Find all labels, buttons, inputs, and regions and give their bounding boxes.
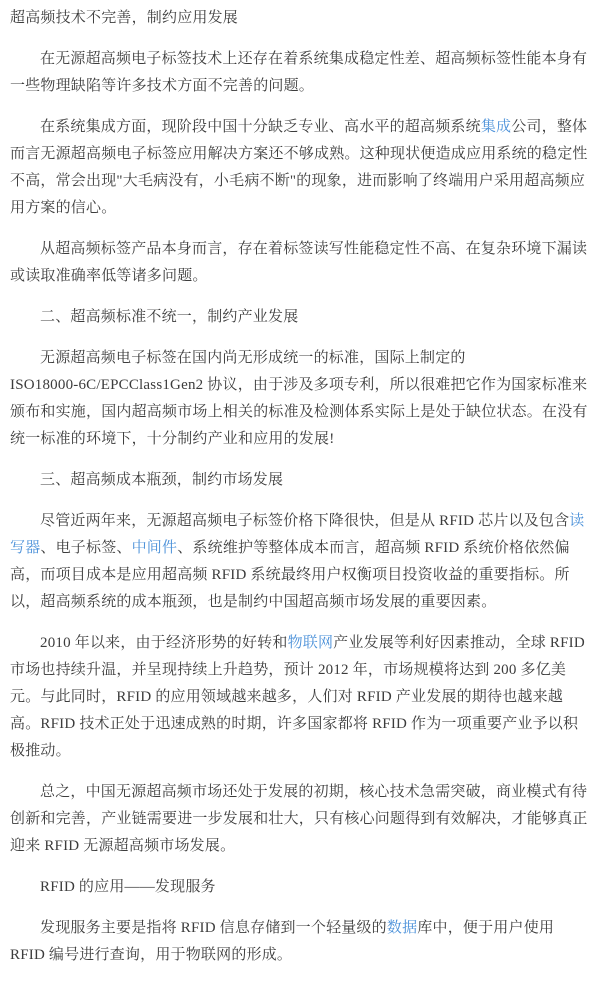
text-run: 公司，整体而言无源超高频电子标签应用解决方案还不够成熟。这种现状便造成应用系统的稳定性不高，常会出现"大毛病没有，小毛病不断"的现象，进而影响了终端用户采用超高频应用方案的信心。 [10, 119, 588, 216]
text-run: 库中，便于用户使用 RFID 编号进行查询，用于物联网的形成。 [10, 920, 555, 963]
inline-link[interactable]: 集成 [480, 119, 512, 135]
paragraph [10, 915, 590, 969]
paragraph [10, 345, 590, 453]
text-run: 协议，由于涉及多项专利，所以很难把它作为国家标准来颁布和实施，国内超高频市场上相关的标准及检测体系实际上是处于缺位状态。在没有统一标准的环境下，十分制约产业和应用的发展! [10, 377, 588, 447]
text-run: 2010 年以来，由于经济形势的好转和 [40, 635, 288, 651]
paragraph [10, 236, 590, 290]
section-heading [10, 467, 590, 494]
text-run: ISO18000-6C/EPCClass1Gen2 [10, 377, 204, 393]
article-body [10, 5, 590, 969]
section-heading [10, 304, 590, 331]
text-run: 产业发展等利好因素推动，全球 RFID 市场也持续升温，并呈现持续上升趋势，预计 2012 年，市场规模将达到 200 多亿美元。与此同时，RFID 的应用领域越来越多，人们对 RFID 产业发展的期待也越来越高。RFID 技术正处于迅速成熟的时期，许多国家都将 RFID 作为一项重要产业予以积极推动。 [10, 635, 585, 759]
paragraph [10, 46, 590, 100]
text-run: RFID 的应用——发现服务 [40, 879, 216, 895]
inline-link[interactable]: 数据 [386, 920, 418, 936]
text-run: 、系统维护等整体成本而言，超高频 RFID 系统价格依然偏高，而项目成本是应用超高频 RFID 系统最终用户权衡项目投资收益的重要指标。所以，超高频系统的成本瓶颈，也是制约中国超高频市场发展的重要因素。 [10, 540, 570, 610]
inline-link[interactable]: 中间件 [131, 540, 178, 556]
text-run: 总之，中国无源超高频市场还处于发展的初期，核心技术急需突破，商业模式有待创新和完善，产业链需要进一步发展和壮大，只有核心问题得到有效解决，才能够真正迎来 RFID 无源超高频市场发展。 [10, 784, 588, 854]
section-heading [10, 874, 590, 901]
text-run: 从超高频标签产品本身而言，存在着标签读写性能稳定性不高、在复杂环境下漏读或读取准确率低等诸多问题。 [10, 241, 588, 284]
text-run: 在无源超高频电子标签技术上还存在着系统集成稳定性差、超高频标签性能本身有一些物理缺陷等许多技术方面不完善的问题。 [10, 51, 588, 94]
paragraph [10, 779, 590, 860]
text-run: 超高频技术不完善，制约应用发展 [10, 10, 239, 26]
text-run: 、电子标签、 [40, 540, 132, 556]
text-run: 二、超高频标准不统一，制约产业发展 [40, 309, 299, 325]
inline-link[interactable]: 读写器 [10, 513, 585, 556]
text-run: 尽管近两年来，无源超高频电子标签价格下降很快，但是从 RFID 芯片以及包含 [40, 513, 570, 529]
article-title [10, 5, 590, 32]
inline-link[interactable]: 物联网 [287, 635, 334, 651]
text-run: 三、超高频成本瓶颈，制约市场发展 [40, 472, 284, 488]
paragraph [10, 630, 590, 765]
text-run: 在系统集成方面，现阶段中国十分缺乏专业、高水平的超高频系统 [40, 119, 481, 135]
text-run: 无源超高频电子标签在国内尚无形成统一的标准，国际上制定的 [40, 350, 466, 366]
paragraph [10, 508, 590, 616]
paragraph [10, 114, 590, 222]
text-run: 发现服务主要是指将 RFID 信息存储到一个轻量级的 [40, 920, 387, 936]
